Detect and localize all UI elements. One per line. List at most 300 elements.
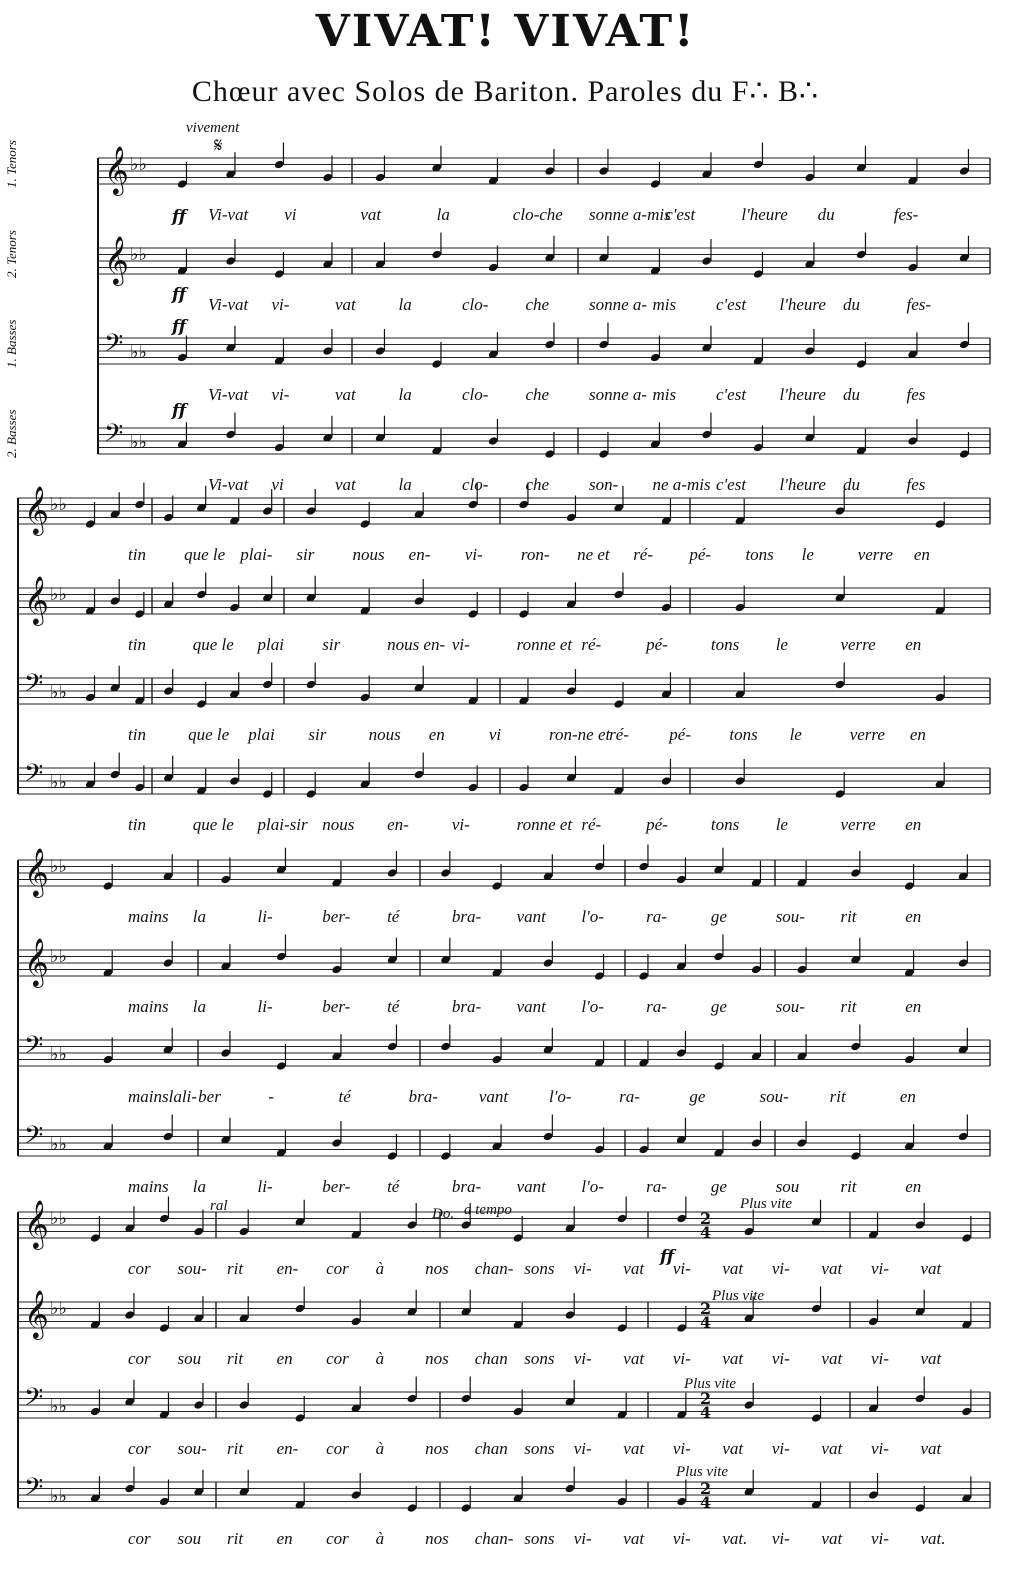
lyric-syllable: pé- xyxy=(646,815,668,834)
lyric-syllable: vi- xyxy=(870,1439,889,1458)
lyric-syllable: vant xyxy=(516,997,546,1016)
lyric-syllable: que le xyxy=(184,545,226,564)
staff xyxy=(18,483,990,565)
lyric-syllable: la xyxy=(398,385,412,404)
lyric-syllable: nous en- xyxy=(387,635,446,654)
key-signature: ♭♭ xyxy=(130,432,147,453)
do-mark: Do. xyxy=(432,1206,455,1222)
lyric-syllable: bra- xyxy=(451,907,482,926)
lyric-syllable: mis xyxy=(652,295,677,314)
lyric-syllable: té xyxy=(387,997,400,1016)
lyric-syllable: en xyxy=(276,1529,293,1548)
lyric-syllable: vat xyxy=(335,475,356,494)
lyric-syllable: sir xyxy=(322,635,341,654)
lyric-syllable: vat xyxy=(623,1439,645,1458)
lyric-syllable: Vi-vat xyxy=(208,205,249,224)
staff xyxy=(18,1025,990,1107)
lyric-syllable: du xyxy=(843,295,860,314)
key-signature: ♭♭ xyxy=(50,1208,67,1229)
lyric-syllable: sonne a- xyxy=(589,385,648,404)
lyric-syllable: sons xyxy=(524,1259,555,1278)
lyric-syllable: cor xyxy=(326,1349,349,1368)
tempo-mark: vivement xyxy=(186,120,240,136)
lyric-syllable: du xyxy=(843,475,860,494)
lyric-syllable: vi- xyxy=(771,1529,790,1548)
lyric-syllable: té xyxy=(338,1087,351,1106)
key-signature: ♭♭ xyxy=(50,584,67,605)
key-signature: ♭♭ xyxy=(50,494,67,515)
lyric-syllable: vi- xyxy=(672,1529,691,1548)
lyric-syllable: Vi-vat xyxy=(208,475,249,494)
lyric-syllable: chan xyxy=(474,1439,508,1458)
staff xyxy=(18,845,990,927)
lyric-syllable: l'heure xyxy=(779,475,826,494)
lyric-syllable: tin xyxy=(128,545,146,564)
lyric-syllable: ré- xyxy=(633,545,654,564)
lyric-syllable: vi- xyxy=(573,1529,592,1548)
lyric-syllable: vant xyxy=(478,1087,509,1106)
lyric-syllable: le xyxy=(775,635,788,654)
staff-systems xyxy=(4,140,990,1548)
treble-clef: 𝄞 xyxy=(24,937,49,986)
lyric-syllable: fes- xyxy=(893,205,919,224)
lyric-syllable: sir xyxy=(308,725,327,744)
lyric-syllable: ra- xyxy=(646,1177,667,1196)
lyric-syllable: vi- xyxy=(464,545,483,564)
lyric-syllable: nos xyxy=(425,1349,449,1368)
lyric-syllable: che xyxy=(525,385,550,404)
lyric-syllable: c'est xyxy=(665,205,696,224)
key-signature: ♭♭ xyxy=(130,244,147,265)
lyric-syllable: vi xyxy=(284,205,297,224)
lyric-syllable: rit xyxy=(227,1259,244,1278)
lyric-syllable: verre xyxy=(840,635,876,654)
lyric-syllable: tin xyxy=(128,635,146,654)
lyric-syllable: en xyxy=(276,1349,293,1368)
staff-system xyxy=(18,1197,990,1549)
lyric-syllable: vi- xyxy=(771,1439,790,1458)
lyric-syllable: bra- xyxy=(451,1177,482,1196)
lyric-syllable: vat xyxy=(920,1259,942,1278)
lyric-syllable: cor xyxy=(326,1529,349,1548)
lyric-syllable: ne a-mis xyxy=(652,475,711,494)
bass-clef: 𝄢 xyxy=(24,1473,44,1508)
score-subtitle: Chœur avec Solos de Bariton. Paroles du F∴ B∴ xyxy=(191,75,820,108)
lyric-syllable: cor xyxy=(128,1529,151,1548)
treble-clef: 𝄞 xyxy=(24,1289,49,1338)
lyric-syllable: sou- xyxy=(759,1087,789,1106)
lyric-syllable: le xyxy=(775,815,788,834)
key-signature: ♭♭ xyxy=(50,772,67,793)
treble-clef: 𝄞 xyxy=(24,575,49,624)
lyric-syllable: tons xyxy=(745,545,774,564)
lyric-syllable: verre xyxy=(849,725,885,744)
lyric-syllable: cor xyxy=(128,1259,151,1278)
a-tempo-mark: a tempo xyxy=(464,1202,512,1218)
lyric-syllable: vat xyxy=(920,1439,942,1458)
lyric-syllable: sou- xyxy=(177,1439,207,1458)
lyric-syllable: vat xyxy=(821,1439,843,1458)
dynamic-ff: ff xyxy=(172,285,187,305)
lyric-syllable: pé- xyxy=(669,725,692,744)
lyric-syllable: en xyxy=(905,635,922,654)
lyric-syllable: nous xyxy=(352,545,385,564)
staff xyxy=(98,143,990,225)
lyric-syllable: en- xyxy=(276,1439,299,1458)
lyric-syllable: bra- xyxy=(408,1087,438,1106)
time-signature-top: 2 xyxy=(700,1299,712,1318)
lyric-syllable: sou xyxy=(177,1529,202,1548)
lyric-syllable: ra- xyxy=(646,907,667,926)
lyric-syllable: c'est xyxy=(716,385,747,404)
staff xyxy=(18,753,990,835)
lyric-syllable: nos xyxy=(425,1439,449,1458)
lyric-syllable: plai xyxy=(248,725,275,744)
staff xyxy=(18,663,990,745)
key-signature: ♭♭ xyxy=(50,1486,67,1507)
lyric-syllable: cor xyxy=(326,1259,349,1278)
lyric-syllable: vat. xyxy=(920,1529,946,1548)
staff xyxy=(18,1115,990,1197)
time-signature-top: 2 xyxy=(700,1389,712,1408)
lyric-syllable: vi- xyxy=(451,635,470,654)
lyric-syllable: té xyxy=(387,907,400,926)
lyric-syllable: vi- xyxy=(870,1349,889,1368)
lyric-syllable: en- xyxy=(408,545,431,564)
key-signature: ♭♭ xyxy=(50,946,67,967)
lyric-syllable: mains xyxy=(128,1177,169,1196)
lyric-syllable: - xyxy=(268,1087,275,1106)
dynamic-ff: ff xyxy=(172,207,187,227)
lyric-syllable: verre xyxy=(857,545,893,564)
voice-label: 2. Basses xyxy=(4,409,19,458)
lyric-syllable: en xyxy=(905,1177,922,1196)
lyric-syllable: vi- xyxy=(771,1259,790,1278)
lyric-syllable: vat xyxy=(821,1349,843,1368)
staff xyxy=(98,323,990,405)
lyric-syllable: la xyxy=(192,1177,207,1196)
lyric-syllable: l'o- xyxy=(581,997,604,1016)
lyric-syllable: en xyxy=(905,907,922,926)
bass-clef: 𝄢 xyxy=(24,759,44,794)
voice-label: 2. Tenors xyxy=(4,230,19,278)
score-title: VIVAT! VIVAT! xyxy=(315,6,696,57)
lyric-syllable: clo- xyxy=(462,475,489,494)
lyric-syllable: rit xyxy=(227,1529,244,1548)
lyric-syllable: ber- xyxy=(322,1177,351,1196)
lyric-syllable: c'est xyxy=(716,475,747,494)
lyric-syllable: sons xyxy=(524,1439,555,1458)
lyric-syllable: vat xyxy=(335,295,356,314)
lyric-syllable: pé- xyxy=(689,545,712,564)
lyric-syllable: ra- xyxy=(619,1087,640,1106)
lyric-syllable: le xyxy=(789,725,802,744)
lyric-syllable: sou xyxy=(775,1177,800,1196)
staff-system xyxy=(18,845,990,1197)
lyric-syllable: le xyxy=(801,545,814,564)
plus-vite-mark: Plus vite xyxy=(740,1196,793,1212)
lyric-syllable: en- xyxy=(276,1259,299,1278)
lyric-syllable: li- xyxy=(257,1177,273,1196)
lyric-syllable: vi- xyxy=(870,1259,889,1278)
lyric-syllable: ge xyxy=(710,907,727,926)
staff xyxy=(18,1467,990,1549)
lyric-syllable: sonne a- xyxy=(589,295,648,314)
lyric-syllable: plai- xyxy=(240,545,273,564)
lyric-syllable: tons xyxy=(710,815,740,834)
lyric-syllable: vat xyxy=(722,1259,744,1278)
treble-clef: 𝄞 xyxy=(104,145,129,194)
lyric-syllable: nos xyxy=(425,1529,449,1548)
lyric-syllable: vi- xyxy=(573,1349,592,1368)
staff xyxy=(98,413,990,495)
lyric-syllable: vat xyxy=(335,385,356,404)
lyric-syllable: ronne et xyxy=(516,635,573,654)
lyric-syllable: rit xyxy=(840,997,857,1016)
lyric-syllable: pé- xyxy=(646,635,668,654)
bass-clef: 𝄢 xyxy=(24,1121,44,1156)
lyric-syllable: chan- xyxy=(474,1259,514,1278)
lyric-syllable: che xyxy=(525,295,550,314)
lyric-syllable: du xyxy=(817,205,835,224)
lyric-syllable: rit xyxy=(840,1177,857,1196)
lyric-syllable: Vi-vat xyxy=(208,295,249,314)
lyric-syllable: en xyxy=(428,725,445,744)
lyric-syllable: vi- xyxy=(271,295,290,314)
lyric-syllable: que le xyxy=(192,635,234,654)
lyric-syllable: mains xyxy=(128,997,169,1016)
lyric-syllable: ré- xyxy=(581,815,602,834)
lyric-syllable: Vi-vat xyxy=(208,385,249,404)
key-signature: ♭♭ xyxy=(50,1298,67,1319)
lyric-syllable: en xyxy=(899,1087,916,1106)
key-signature: ♭♭ xyxy=(50,1396,67,1417)
lyric-syllable: ne et xyxy=(577,545,610,564)
staff xyxy=(18,935,990,1017)
segno-sign: 𝄋 xyxy=(214,133,223,157)
dynamic-ff: ff xyxy=(172,317,187,337)
treble-clef: 𝄞 xyxy=(104,235,129,284)
lyric-syllable: c'est xyxy=(716,295,747,314)
lyric-syllable: vi xyxy=(271,475,284,494)
lyric-syllable: l'heure xyxy=(779,295,826,314)
lyric-syllable: tin xyxy=(128,815,146,834)
lyric-syllable: la xyxy=(192,997,207,1016)
time-signature-bottom: 4 xyxy=(700,1403,712,1422)
lyric-syllable: rit xyxy=(227,1439,244,1458)
lyric-syllable: ber- xyxy=(322,997,351,1016)
staff-system xyxy=(18,483,990,835)
key-signature: ♭♭ xyxy=(130,154,147,175)
lyric-syllable: vat xyxy=(722,1349,744,1368)
lyric-syllable: vi- xyxy=(672,1259,691,1278)
lyric-syllable: vant xyxy=(516,1177,546,1196)
plus-vite-mark: Plus vite xyxy=(676,1464,729,1480)
bass-clef: 𝄢 xyxy=(104,419,124,454)
lyric-syllable: la xyxy=(436,205,450,224)
lyric-syllable: rit xyxy=(829,1087,846,1106)
dynamic-ff: ff xyxy=(172,401,187,421)
lyric-syllable: li- xyxy=(257,907,273,926)
key-signature: ♭♭ xyxy=(50,1134,67,1155)
lyric-syllable: en xyxy=(913,545,930,564)
lyric-syllable: ra- xyxy=(646,997,667,1016)
lyric-syllable: mis xyxy=(652,385,677,404)
bass-clef: 𝄢 xyxy=(104,329,124,364)
plus-vite-mark: Plus vite xyxy=(684,1376,737,1392)
lyric-syllable: vat xyxy=(623,1529,645,1548)
lyric-syllable: clo- xyxy=(462,385,489,404)
lyric-syllable: en- xyxy=(387,815,409,834)
lyric-syllable: que le xyxy=(192,815,234,834)
lyric-syllable: sir xyxy=(296,545,315,564)
key-signature: ♭♭ xyxy=(50,856,67,877)
lyric-syllable: vat xyxy=(821,1259,843,1278)
key-signature: ♭♭ xyxy=(50,682,67,703)
lyric-syllable: mains xyxy=(128,907,169,926)
time-signature-bottom: 4 xyxy=(700,1313,712,1332)
lyric-syllable: l'o- xyxy=(549,1087,572,1106)
lyric-syllable: sou- xyxy=(177,1259,207,1278)
staff xyxy=(18,573,990,655)
lyric-syllable: vi- xyxy=(271,385,290,404)
lyric-syllable: vat xyxy=(920,1349,942,1368)
lyric-syllable: rit xyxy=(227,1349,244,1368)
voice-label: 1. Tenors xyxy=(4,140,19,188)
lyric-syllable: mainslali- xyxy=(128,1087,197,1106)
lyric-syllable: vi- xyxy=(672,1439,691,1458)
lyric-syllable: vat xyxy=(821,1529,843,1548)
lyric-syllable: à xyxy=(375,1439,385,1458)
lyric-syllable: l'o- xyxy=(581,907,604,926)
lyric-syllable: vi- xyxy=(870,1529,889,1548)
lyric-syllable: vat xyxy=(722,1439,744,1458)
time-signature-top: 2 xyxy=(700,1209,712,1228)
lyric-syllable: ber xyxy=(198,1087,221,1106)
lyric-syllable: la xyxy=(398,295,412,314)
lyric-syllable: ré- xyxy=(609,725,629,744)
lyric-syllable: en xyxy=(905,815,922,834)
lyric-syllable: que le xyxy=(188,725,230,744)
lyric-syllable: chan xyxy=(474,1349,508,1368)
lyric-syllable: clo-che xyxy=(512,205,563,224)
lyric-syllable: tons xyxy=(710,635,740,654)
lyric-syllable: vat. xyxy=(722,1529,748,1548)
lyric-syllable: ron-ne et xyxy=(549,725,611,744)
lyric-syllable: té xyxy=(387,1177,400,1196)
lyric-syllable: bra- xyxy=(451,997,482,1016)
lyric-syllable: vi xyxy=(488,725,502,744)
lyric-syllable: cor xyxy=(128,1439,151,1458)
lyric-syllable: à xyxy=(375,1349,385,1368)
lyric-syllable: li- xyxy=(257,997,273,1016)
lyric-syllable: ronne et xyxy=(516,815,573,834)
staff-system xyxy=(98,143,990,495)
time-signature-bottom: 4 xyxy=(700,1493,712,1512)
lyric-syllable: vi- xyxy=(573,1439,592,1458)
staff xyxy=(98,233,990,315)
time-signature-top: 2 xyxy=(700,1479,712,1498)
lyric-syllable: che xyxy=(525,475,550,494)
lyric-syllable: sons xyxy=(524,1349,555,1368)
lyric-syllable: nous xyxy=(322,815,355,834)
lyric-syllable: ge xyxy=(710,997,727,1016)
lyric-syllable: ge xyxy=(689,1087,706,1106)
lyric-syllable: verre xyxy=(840,815,876,834)
lyric-syllable: vi- xyxy=(573,1259,592,1278)
lyric-syllable: l'heure xyxy=(779,385,826,404)
staff xyxy=(18,1287,990,1369)
lyric-syllable: sou- xyxy=(775,997,805,1016)
lyric-syllable: chan- xyxy=(474,1529,514,1548)
lyric-syllable: à xyxy=(375,1529,385,1548)
key-signature: ♭♭ xyxy=(50,1044,67,1065)
time-signature-bottom: 4 xyxy=(700,1223,712,1242)
plus-vite-mark: Plus vite xyxy=(712,1288,765,1304)
lyric-syllable: à xyxy=(375,1259,385,1278)
bass-clef: 𝄢 xyxy=(24,1031,44,1066)
lyric-syllable: rit xyxy=(840,907,857,926)
lyric-syllable: la xyxy=(398,475,412,494)
lyric-syllable: vat xyxy=(360,205,382,224)
lyric-syllable: tons xyxy=(729,725,758,744)
key-signature: ♭♭ xyxy=(130,342,147,363)
lyric-syllable: cor xyxy=(128,1349,151,1368)
lyric-syllable: l'heure xyxy=(741,205,788,224)
ral-mark: ral xyxy=(210,1198,228,1214)
lyric-syllable: fes xyxy=(906,385,926,404)
lyric-syllable: plai xyxy=(257,635,284,654)
lyric-syllable: sonne a-mis xyxy=(589,205,671,224)
lyric-syllable: sou- xyxy=(775,907,805,926)
lyric-syllable: plai-sir xyxy=(257,815,308,834)
lyric-syllable: vat xyxy=(623,1349,645,1368)
lyric-syllable: vat xyxy=(623,1259,645,1278)
lyric-syllable: en xyxy=(909,725,926,744)
lyric-syllable: sons xyxy=(524,1529,555,1548)
lyric-syllable: en xyxy=(905,997,922,1016)
lyric-syllable: fes xyxy=(906,475,926,494)
lyric-syllable: cor xyxy=(326,1439,349,1458)
lyric-syllable: fes- xyxy=(906,295,932,314)
dynamic-ff: ff xyxy=(660,1247,675,1267)
lyric-syllable: vi- xyxy=(672,1349,691,1368)
lyric-syllable: ge xyxy=(710,1177,727,1196)
lyric-syllable: nos xyxy=(425,1259,449,1278)
treble-clef: 𝄞 xyxy=(24,847,49,896)
lyric-syllable: vi- xyxy=(771,1349,790,1368)
lyric-syllable: vant xyxy=(516,907,546,926)
lyric-syllable: ber- xyxy=(322,907,351,926)
lyric-syllable: la xyxy=(192,907,207,926)
lyric-syllable: du xyxy=(843,385,860,404)
lyric-syllable: ré- xyxy=(581,635,602,654)
bass-clef: 𝄢 xyxy=(24,1383,44,1418)
lyric-syllable: ron- xyxy=(520,545,550,564)
lyric-syllable: nous xyxy=(368,725,401,744)
lyric-syllable: sou xyxy=(177,1349,202,1368)
treble-clef: 𝄞 xyxy=(24,485,49,534)
treble-clef: 𝄞 xyxy=(24,1199,49,1248)
voice-label: 1. Basses xyxy=(4,319,19,368)
lyric-syllable: l'o- xyxy=(581,1177,604,1196)
lyric-syllable: clo- xyxy=(462,295,489,314)
lyric-syllable: son- xyxy=(589,475,619,494)
lyric-syllable: vi- xyxy=(451,815,470,834)
bass-clef: 𝄢 xyxy=(24,669,44,704)
staff xyxy=(18,1377,990,1459)
lyric-syllable: tin xyxy=(128,725,146,744)
